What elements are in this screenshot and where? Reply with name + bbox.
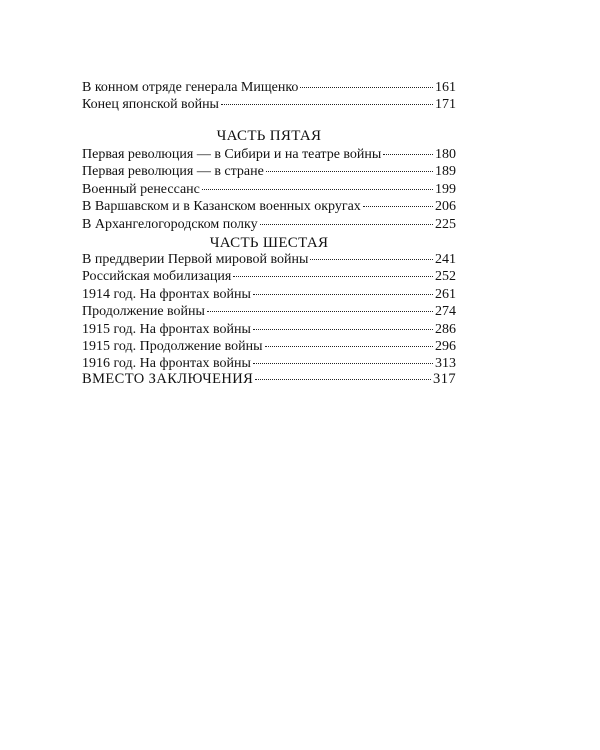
toc-entry-title: Российская мобилизация [82,269,232,285]
dot-leader [260,224,433,225]
toc-entry-title: Военный ренессанс [82,181,200,197]
toc-entry-page: 199 [435,181,456,197]
toc-entry-title: 1916 год. На фронтах войны [82,356,251,372]
dot-leader [253,329,433,330]
toc-entry [82,79,456,96]
toc-entry [82,163,456,180]
toc-entry-title: Продолжение войны [82,304,205,320]
toc-entry [82,338,456,355]
toc-entry [82,251,456,268]
dot-leader [207,311,433,312]
toc-entry-page: 317 [433,371,456,387]
dot-leader [255,379,431,380]
toc-entry [82,96,456,113]
dot-leader [253,294,433,295]
toc-entry [82,321,456,338]
toc-group-conclusion [82,371,456,388]
toc-entry-page: 313 [435,356,456,372]
toc-entry [82,371,456,388]
toc-entry-title: В Варшавском и в Казанском военных округах [82,199,361,215]
toc-entry-title: В Архангелогородском полку [82,216,258,232]
toc-entry [82,268,456,285]
dot-leader [233,276,433,277]
toc-entry-title: 1914 год. На фронтах войны [82,286,251,302]
dot-leader [363,206,433,207]
dot-leader [265,346,433,347]
toc-entry-title: В конном отряде генерала Мищенко [82,80,299,95]
toc-entry-page: 261 [435,286,456,302]
toc-entry-title: 1915 год. На фронтах войны [82,321,251,337]
toc-entry [82,303,456,320]
toc-entry-title: 1915 год. Продолжение войны [82,338,263,354]
toc-entry-title: ВМЕСТО ЗАКЛЮЧЕНИЯ [82,371,254,387]
toc-entry-title: В преддверии Первой мировой войны [82,252,309,267]
toc-entry-page: 286 [435,321,456,337]
toc-group-continued [82,79,456,114]
part-six-heading: ЧАСТЬ ШЕСТАЯ [209,235,329,251]
toc-group-part-six [82,251,456,373]
toc-entry-page: 252 [435,269,456,285]
toc-entry-page: 296 [435,338,456,354]
toc-entry-title: Первая революция — в Сибири и на театре войны [82,147,382,162]
toc-entry [82,181,456,198]
toc-entry-page: 225 [435,216,456,232]
dot-leader [221,104,433,105]
toc-entry-page: 274 [435,304,456,320]
dot-leader [383,154,433,155]
dot-leader [310,259,433,260]
toc-entry-title: Первая революция — в стране [82,164,264,180]
dot-leader [266,171,433,172]
toc-entry-page: 171 [435,97,456,113]
dot-leader [202,189,433,190]
toc-entry-page: 206 [435,199,456,215]
part-five-heading: ЧАСТЬ ПЯТАЯ [216,128,322,144]
toc-entry-title: Конец японской войны [82,97,219,113]
toc-entry-page: 161 [435,80,456,95]
toc-entry [82,286,456,303]
toc-entry-page: 189 [435,164,456,180]
dot-leader [300,87,433,88]
toc-group-part-five [82,146,456,233]
dot-leader [253,363,433,364]
toc-entry-page: 241 [435,252,456,267]
toc-entry [82,216,456,233]
toc-entry [82,198,456,215]
toc-entry [82,146,456,163]
toc-entry-page: 180 [435,147,456,162]
